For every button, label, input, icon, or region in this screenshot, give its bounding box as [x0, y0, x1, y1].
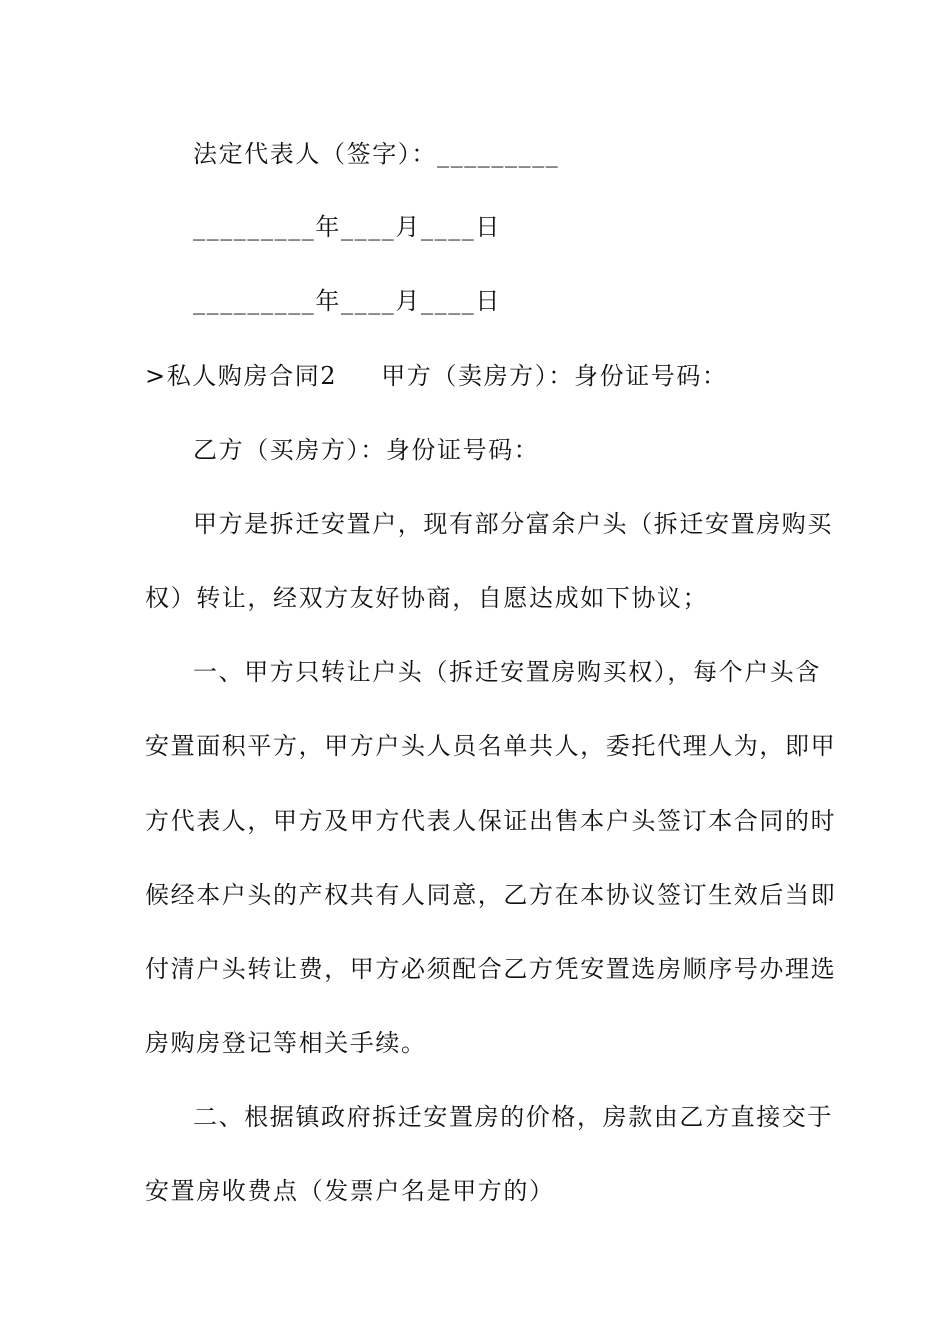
date-line: _________年____月____日: [193, 213, 501, 241]
paragraph-line: 方代表人，甲方及甲方代表人保证出售本户头签订本合同的时: [145, 807, 837, 835]
paragraph-line: 一、甲方只转让户头（拆迁安置房购买权），每个户头含: [193, 658, 821, 686]
contract-title: >私人购房合同2: [145, 362, 338, 390]
date-line: _________年____月____日: [193, 287, 501, 315]
party-a-line: 甲方（卖房方）：身份证号码：: [381, 362, 728, 390]
paragraph-line: 安置房收费点（发票户名是甲方的）: [145, 1177, 555, 1205]
paragraph-line: 二、根据镇政府拆迁安置房的价格，房款由乙方直接交于: [193, 1103, 833, 1131]
paragraph-line: 权）转让，经双方友好协商，自愿达成如下协议；: [145, 584, 709, 612]
paragraph-line: 候经本户头的产权共有人同意，乙方在本协议签订生效后当即: [145, 881, 837, 909]
paragraph-line: 房购房登记等相关手续。: [145, 1029, 427, 1057]
paragraph-line: 付清户头转让费，甲方必须配合乙方凭安置选房顺序号办理选: [145, 955, 837, 983]
paragraph-line: 甲方是拆迁安置户，现有部分富余户头（拆迁安置房购买: [193, 510, 833, 538]
paragraph-line: 安置面积平方，甲方户头人员名单共人，委托代理人为，即甲: [145, 732, 837, 760]
contract-heading-row: [145, 360, 810, 392]
legal-representative-signature-line: 法定代表人（签字）：_________: [193, 140, 560, 168]
party-b-line: 乙方（买房方）：身份证号码：: [193, 436, 540, 464]
